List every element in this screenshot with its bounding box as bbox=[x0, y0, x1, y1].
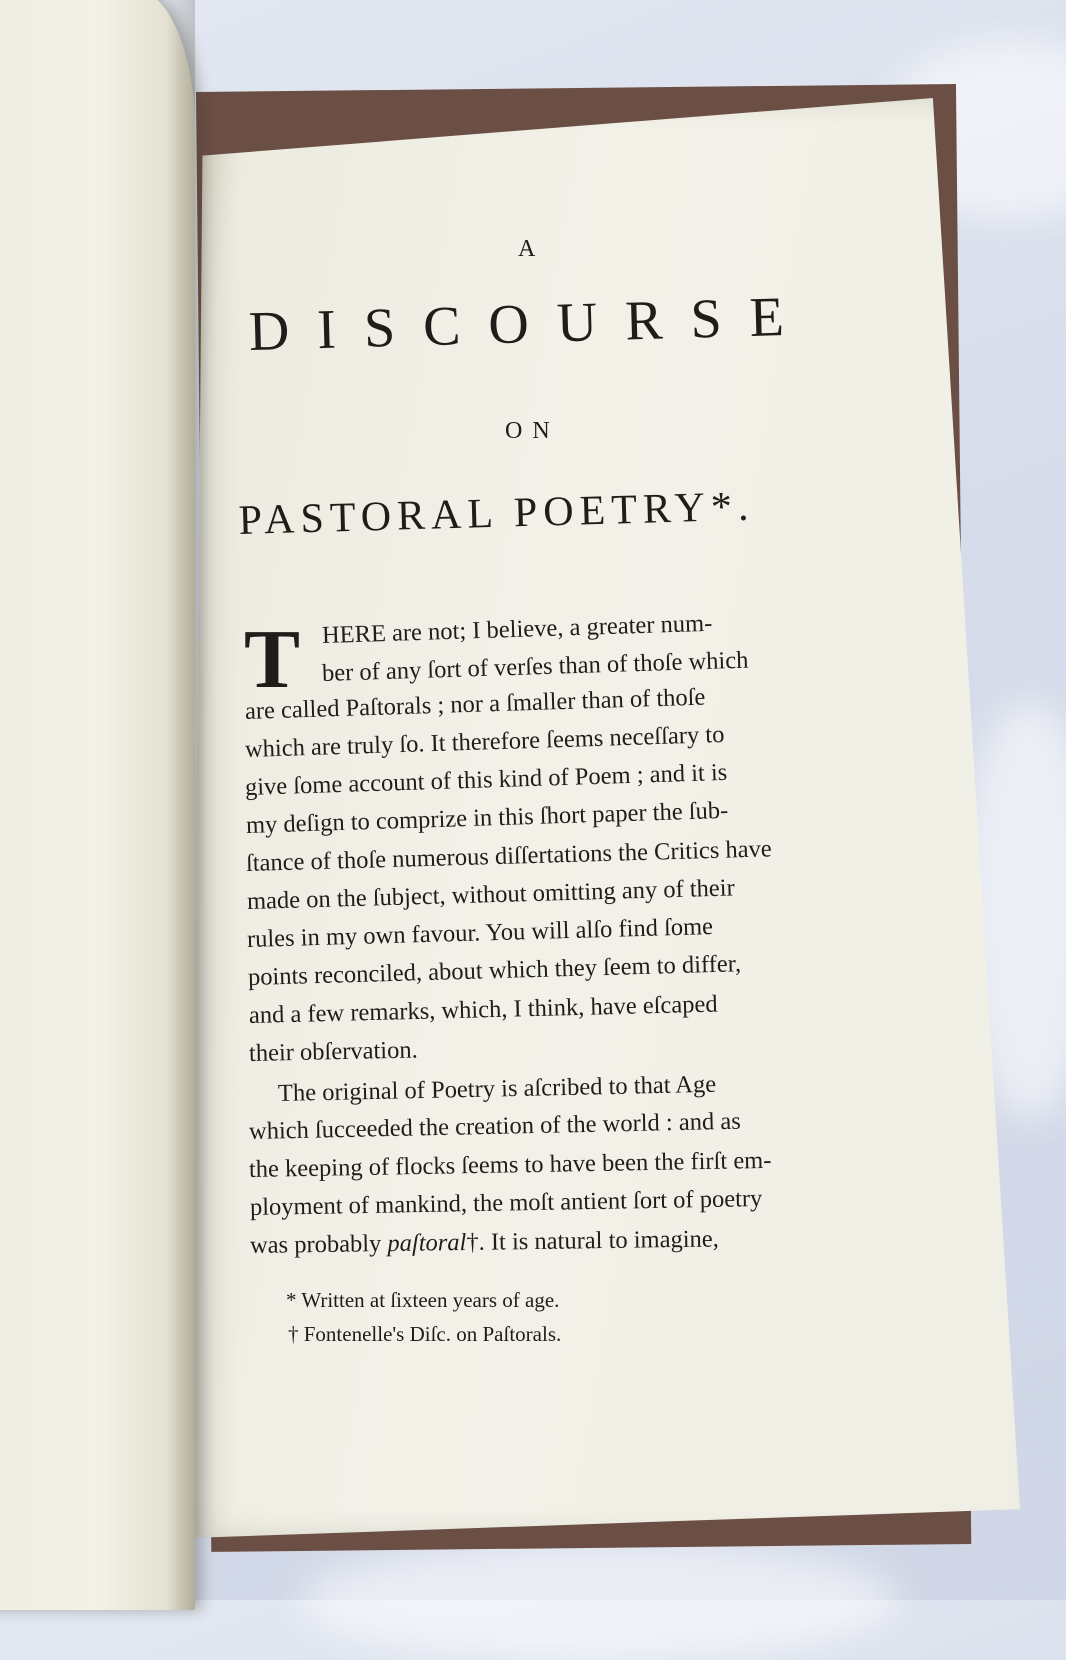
paragraph2-line bbox=[250, 1225, 719, 1260]
paragraph1-line: rules in my own favour. You will alſo find ſome bbox=[246, 912, 714, 953]
paragraph2-line: The original of Poetry is aſcribed to that Age bbox=[277, 1070, 717, 1107]
paragraph1-line: their obſervation. bbox=[248, 1036, 418, 1067]
title-main: DISCOURSE bbox=[248, 285, 813, 363]
footnote: † Fontenelle's Diſc. on Paſtorals. bbox=[288, 1322, 562, 1346]
paragraph1-line: and a few remarks, which, I think, have eſcaped bbox=[248, 990, 718, 1029]
paragraph2-text: was probably bbox=[249, 1230, 382, 1259]
paragraph1-line: my deſign to comprize in this ſhort paper the ſub- bbox=[245, 796, 729, 839]
paragraph1-line: HERE are not; I believe, a greater num- bbox=[321, 609, 713, 649]
paragraph1-line: give ſome account of this kind of Poem ; and it is bbox=[244, 758, 728, 801]
paragraph2-line: ployment of mankind, the moſt antient ſort of poetry bbox=[249, 1185, 763, 1221]
italic-word: paſtoral bbox=[387, 1228, 467, 1258]
paragraph1-line: which are truly ſo. It therefore ſeems neceſſary to bbox=[244, 720, 725, 763]
paragraph1-line: ſtance of thoſe numerous diſſertations the Critics have bbox=[245, 835, 773, 877]
paragraph2-text: †. It is natural to imagine, bbox=[466, 1225, 719, 1256]
paragraph1-line: ber of any ſort of verſes than of thoſe which bbox=[321, 646, 749, 687]
paragraph2-line: the keeping of flocks ſeems to have been the firſt em- bbox=[248, 1146, 772, 1183]
title-subject: PASTORAL POETRY*. bbox=[238, 483, 756, 544]
title-article: A bbox=[518, 236, 538, 262]
paragraph1-line: are called Paſtorals ; nor a ſmaller than of thoſe bbox=[244, 683, 706, 725]
drop-cap: T bbox=[244, 613, 301, 706]
title-connector: ON bbox=[505, 418, 560, 444]
footnote: * Written at ſixteen years of age. bbox=[286, 1288, 560, 1312]
paragraph1-line: made on the ſubject, without omitting any of their bbox=[246, 874, 736, 915]
paragraph2-line: which ſucceeded the creation of the world : and as bbox=[248, 1107, 742, 1145]
paragraph1-line: points reconciled, about which they ſeem to differ, bbox=[247, 950, 742, 991]
